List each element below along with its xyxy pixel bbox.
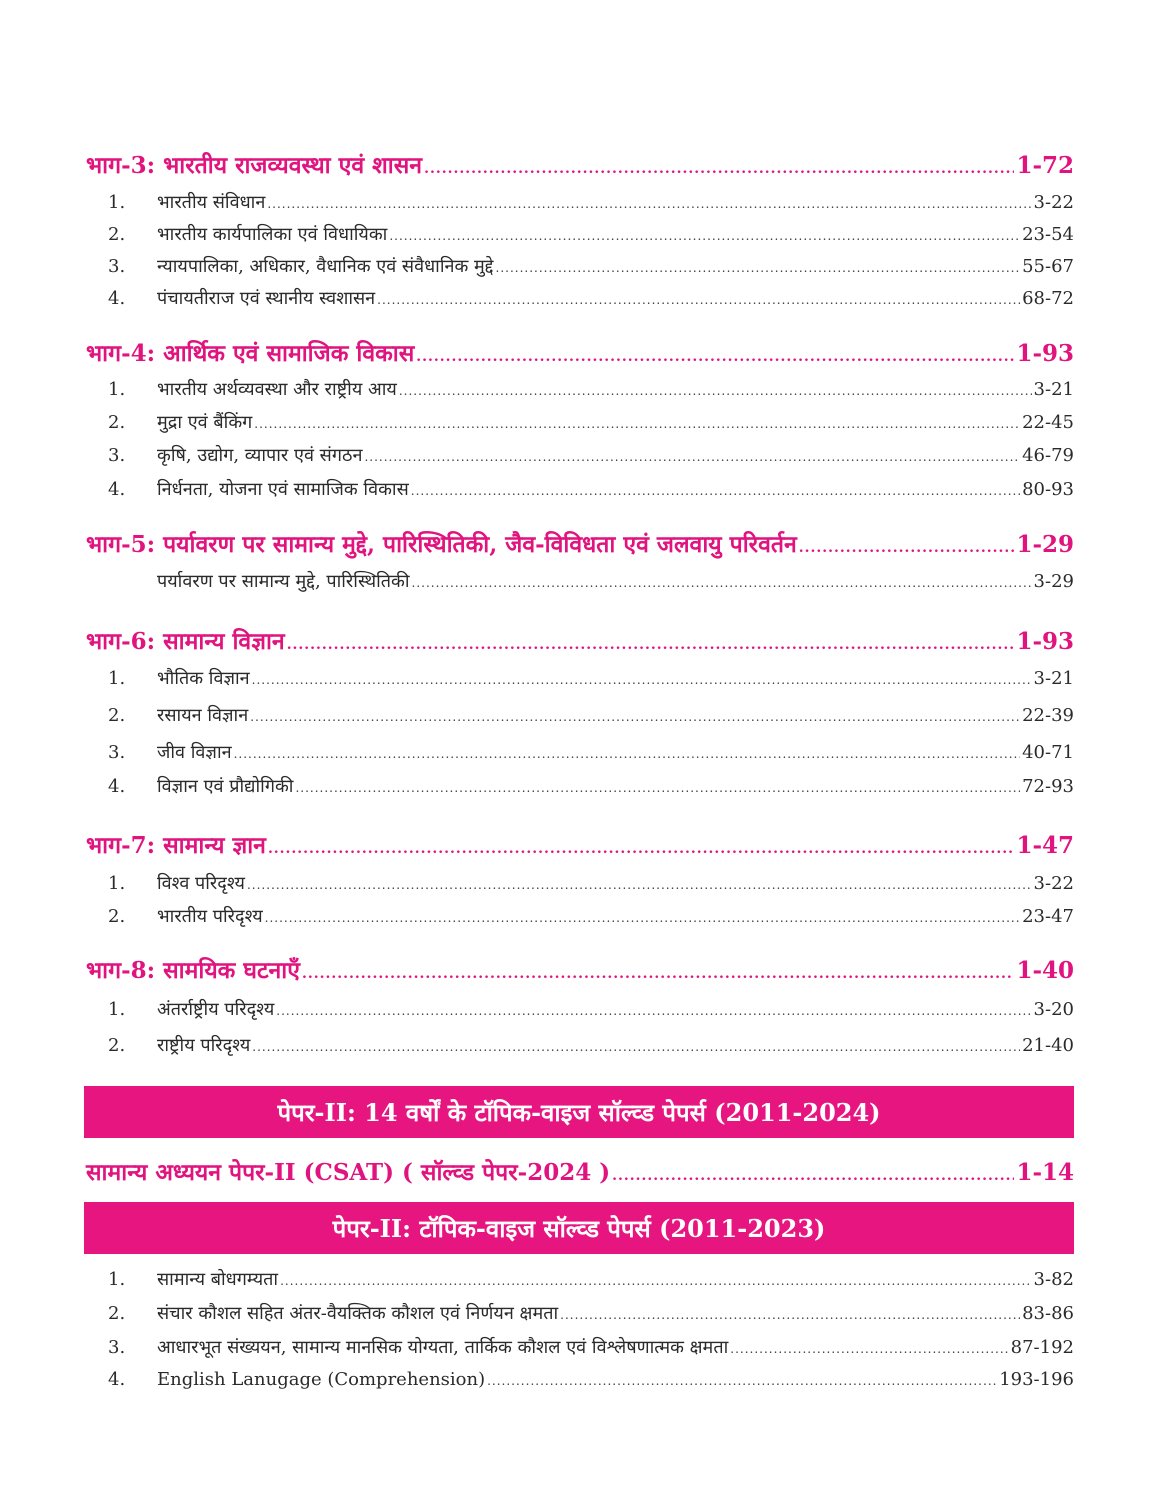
item-number: 2. — [108, 1035, 126, 1056]
item-title: कृषि, उद्योग, व्यापार एवं संगठन — [157, 445, 363, 466]
item-title: भारतीय संविधान — [157, 192, 266, 213]
item-title: जीव विज्ञान — [157, 742, 232, 763]
item-title: निर्धनता, योजना एवं सामाजिक विकास — [157, 479, 409, 500]
item-pages: 23-54 — [1022, 224, 1074, 245]
item-number: 2. — [108, 705, 126, 726]
item-title: मुद्रा एवं बैंकिंग — [157, 412, 253, 433]
part-pages: 1-47 — [1016, 832, 1074, 859]
dot-leader — [612, 1168, 1014, 1184]
dot-leader — [730, 1342, 1008, 1356]
item-pages: 23-47 — [1022, 906, 1074, 927]
item-number: 1. — [108, 379, 126, 400]
item-number: 2. — [108, 906, 126, 927]
toc-item — [0, 222, 1074, 246]
item-pages: 83-86 — [1022, 1303, 1074, 1324]
dot-leader — [268, 841, 1015, 857]
item-number: 1. — [108, 873, 126, 894]
toc-item — [0, 1369, 1074, 1390]
dot-leader — [247, 878, 1032, 892]
toc-item — [0, 997, 1074, 1021]
item-pages: 22-39 — [1022, 705, 1074, 726]
item-pages: 46-79 — [1022, 445, 1074, 466]
item-number: 1. — [108, 192, 126, 213]
toc-item — [0, 377, 1074, 401]
item-pages: 3-21 — [1033, 379, 1074, 400]
dot-leader — [252, 673, 1032, 687]
dot-leader — [487, 1374, 997, 1388]
item-pages: 3-22 — [1033, 192, 1074, 213]
toc-item — [0, 666, 1074, 690]
item-number: 1. — [108, 999, 126, 1020]
part-pages: 1-72 — [1016, 152, 1074, 179]
banner-title: पेपर-II: टॉपिक-वाइज सॉल्व्ड पेपर्स (2011-2023) — [332, 1213, 826, 1243]
part-title: भाग-6: सामान्य विज्ञान — [86, 628, 285, 655]
item-pages: 3-82 — [1033, 1269, 1074, 1290]
dot-leader — [276, 1004, 1031, 1018]
paper-2-banner — [84, 1086, 1074, 1138]
item-title: रसायन विज्ञान — [157, 705, 249, 726]
toc-item — [0, 254, 1074, 278]
item-number: 3. — [108, 445, 126, 466]
item-pages: 72-93 — [1022, 776, 1074, 797]
item-number: 1. — [108, 1269, 126, 1290]
dot-leader — [302, 966, 1014, 982]
dot-leader — [416, 349, 1014, 365]
dot-leader — [254, 417, 1020, 431]
item-pages: 3-20 — [1033, 999, 1074, 1020]
item-number: 3. — [108, 1337, 126, 1358]
dot-leader — [496, 261, 1021, 275]
csat-heading — [86, 1155, 1074, 1187]
item-number: 2. — [108, 1303, 126, 1324]
item-number: 3. — [108, 256, 126, 277]
part-3-heading — [86, 148, 1074, 180]
item-title: विश्व परिदृश्य — [157, 873, 245, 894]
item-title: English Lanugage (Comprehension) — [157, 1369, 486, 1390]
dot-leader — [364, 450, 1020, 464]
item-title: न्यायपालिका, अधिकार, वैधानिक एवं संवैधानिक मुद्दे — [157, 256, 494, 277]
dot-leader — [252, 1040, 1020, 1054]
item-pages: 3-22 — [1033, 873, 1074, 894]
item-number: 4. — [108, 479, 126, 500]
dot-leader — [295, 781, 1020, 795]
toc-item — [0, 1301, 1074, 1325]
item-title: भारतीय कार्यपालिका एवं विधायिका — [157, 224, 388, 245]
part-5-heading — [86, 527, 1074, 559]
item-pages: 22-45 — [1022, 412, 1074, 433]
part-8-heading — [86, 953, 1074, 985]
topicwise-banner — [84, 1202, 1074, 1254]
item-title: विज्ञान एवं प्रौद्योगिकी — [157, 776, 294, 797]
toc-item — [0, 410, 1074, 434]
toc-item — [0, 703, 1074, 727]
item-title: राष्ट्रीय परिदृश्य — [157, 1035, 251, 1056]
csat-title: सामान्य अध्ययन पेपर-II (CSAT) ( सॉल्व्ड पेपर-2024 ) — [86, 1159, 611, 1186]
dot-leader — [265, 911, 1020, 925]
toc-item — [0, 477, 1074, 501]
item-pages: 68-72 — [1022, 288, 1074, 309]
part-7-heading — [86, 828, 1074, 860]
toc-item — [0, 740, 1074, 764]
part-pages: 1-93 — [1016, 628, 1074, 655]
part-pages: 1-29 — [1016, 531, 1074, 558]
item-number: 4. — [108, 1369, 126, 1390]
part-6-heading — [86, 624, 1074, 656]
item-title: भारतीय अर्थव्यवस्था और राष्ट्रीय आय — [157, 379, 397, 400]
toc-item — [0, 871, 1074, 895]
dot-leader — [250, 710, 1020, 724]
toc-item — [0, 1335, 1074, 1359]
dot-leader — [424, 161, 1014, 177]
item-pages: 80-93 — [1022, 479, 1074, 500]
toc-item — [0, 774, 1074, 798]
item-number: 3. — [108, 742, 126, 763]
csat-pages: 1-14 — [1016, 1159, 1074, 1186]
dot-leader — [280, 1274, 1031, 1288]
part-title: भाग-5: पर्यावरण पर सामान्य मुद्दे, पारिस्थितिकी, जैव-विविधता एवं जलवायु परिवर्तन — [86, 531, 797, 558]
item-number: 2. — [108, 224, 126, 245]
dot-leader — [399, 384, 1032, 398]
part-pages: 1-40 — [1016, 957, 1074, 984]
part-title: भाग-4: आर्थिक एवं सामाजिक विकास — [86, 340, 415, 367]
item-pages: 21-40 — [1022, 1035, 1074, 1056]
item-number: 4. — [108, 288, 126, 309]
item-number: 1. — [108, 668, 126, 689]
toc-item — [0, 904, 1074, 928]
item-number: 2. — [108, 412, 126, 433]
part-title: भाग-7: सामान्य ज्ञान — [86, 832, 266, 859]
dot-leader — [799, 540, 1015, 556]
part-pages: 1-93 — [1016, 340, 1074, 367]
toc-item — [0, 190, 1074, 214]
part-title: भाग-3: भारतीय राजव्यवस्था एवं शासन — [86, 152, 423, 179]
item-pages: 40-71 — [1022, 742, 1074, 763]
item-title: अंतर्राष्ट्रीय परिदृश्य — [157, 999, 275, 1020]
item-pages: 87-192 — [1010, 1337, 1074, 1358]
toc-item — [0, 569, 1074, 593]
item-title: सामान्य बोधगम्यता — [157, 1269, 279, 1290]
toc-item — [0, 1267, 1074, 1291]
part-4-heading — [86, 336, 1074, 368]
dot-leader — [412, 576, 1032, 590]
item-title: पर्यावरण पर सामान्य मुद्दे, पारिस्थितिकी — [157, 571, 410, 592]
part-title: भाग-8: सामयिक घटनाएँ — [86, 957, 300, 984]
item-pages: 3-21 — [1033, 668, 1074, 689]
item-title: भारतीय परिदृश्य — [157, 906, 263, 927]
toc-item — [0, 1033, 1074, 1057]
dot-leader — [287, 637, 1015, 653]
dot-leader — [267, 197, 1031, 211]
toc-item — [0, 443, 1074, 467]
item-title: संचार कौशल सहित अंतर-वैयक्तिक कौशल एवं निर्णयन क्षमता — [157, 1303, 559, 1324]
item-pages: 3-29 — [1033, 571, 1074, 592]
toc-item — [0, 286, 1074, 310]
dot-leader — [411, 484, 1020, 498]
item-title: पंचायतीराज एवं स्थानीय स्वशासन — [157, 288, 376, 309]
item-title: भौतिक विज्ञान — [157, 668, 250, 689]
dot-leader — [560, 1308, 1020, 1322]
banner-title: पेपर-II: 14 वर्षों के टॉपिक-वाइज सॉल्व्ड पेपर्स (2011-2024) — [277, 1097, 881, 1127]
item-number: 4. — [108, 776, 126, 797]
dot-leader — [377, 293, 1020, 307]
item-pages: 193-196 — [999, 1369, 1074, 1390]
item-pages: 55-67 — [1022, 256, 1074, 277]
item-title: आधारभूत संख्ययन, सामान्य मानसिक योग्यता, तार्किक कौशल एवं विश्लेषणात्मक क्षमता — [157, 1337, 729, 1358]
dot-leader — [234, 747, 1021, 761]
dot-leader — [389, 229, 1020, 243]
